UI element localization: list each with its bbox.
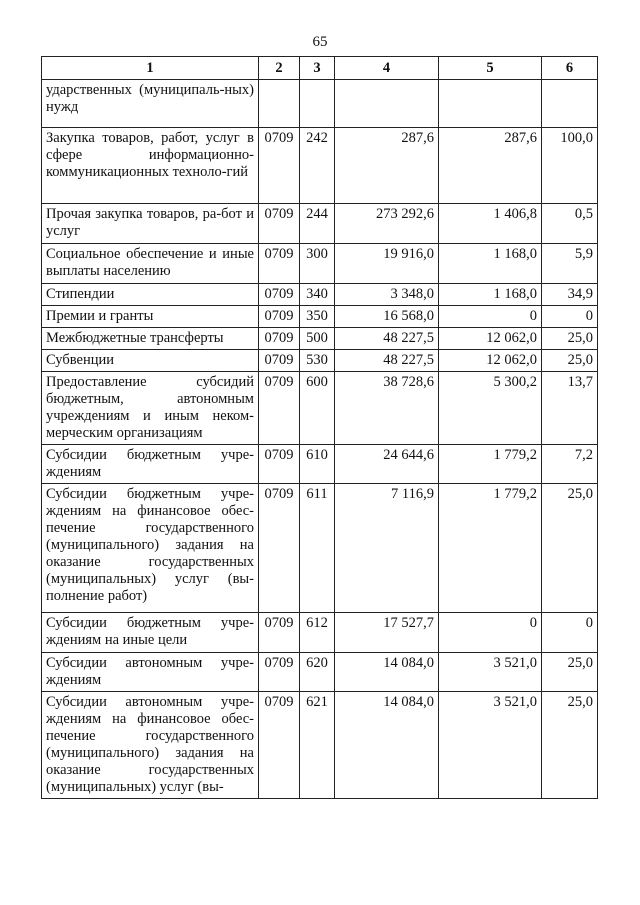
row-name: Субсидии автономным учре-ждениям на финансовое обес-печение государственного (муниципального) задания на оказание государственных (муниципальных) услуг (вы- — [42, 692, 259, 799]
section-code: 0709 — [259, 204, 300, 244]
executed-amount: 5 300,2 — [439, 372, 542, 445]
execution-percent: 0 — [542, 306, 598, 328]
row-name: Закупка товаров, работ, услуг в сфере информационно-коммуникационных техноло-гий — [42, 128, 259, 204]
section-code: 0709 — [259, 350, 300, 372]
table-row — [42, 128, 598, 204]
executed-amount: 3 521,0 — [439, 692, 542, 799]
page-number: 65 — [312, 34, 328, 50]
section-code: 0709 — [259, 328, 300, 350]
expense-type-code: 610 — [300, 445, 335, 484]
execution-percent: 25,0 — [542, 692, 598, 799]
expense-type-code: 242 — [300, 128, 335, 204]
row-name: Премии и гранты — [42, 306, 259, 328]
execution-percent: 25,0 — [542, 328, 598, 350]
column-header: 6 — [542, 57, 598, 80]
expense-type-code: 612 — [300, 613, 335, 653]
executed-amount: 287,6 — [439, 128, 542, 204]
execution-percent — [542, 80, 598, 128]
table-row — [42, 350, 598, 372]
expense-type-code: 530 — [300, 350, 335, 372]
table-row — [42, 372, 598, 445]
execution-percent: 7,2 — [542, 445, 598, 484]
table-row — [42, 613, 598, 653]
table-row — [42, 445, 598, 484]
section-code: 0709 — [259, 306, 300, 328]
row-name: Субвенции — [42, 350, 259, 372]
execution-percent: 34,9 — [542, 284, 598, 306]
expense-type-code: 611 — [300, 484, 335, 613]
table-row — [42, 328, 598, 350]
row-name: Социальное обеспечение и иные выплаты населению — [42, 244, 259, 284]
execution-percent: 100,0 — [542, 128, 598, 204]
table-row — [42, 204, 598, 244]
executed-amount: 3 521,0 — [439, 653, 542, 692]
planned-amount: 16 568,0 — [335, 306, 439, 328]
planned-amount: 7 116,9 — [335, 484, 439, 613]
section-code: 0709 — [259, 244, 300, 284]
expense-type-code: 340 — [300, 284, 335, 306]
expense-type-code: 350 — [300, 306, 335, 328]
expense-type-code: 620 — [300, 653, 335, 692]
execution-percent: 13,7 — [542, 372, 598, 445]
expense-type-code: 621 — [300, 692, 335, 799]
budget-table — [41, 56, 598, 799]
executed-amount: 1 779,2 — [439, 484, 542, 613]
row-name: Субсидии автономным учре-ждениям — [42, 653, 259, 692]
executed-amount — [439, 80, 542, 128]
expense-type-code: 500 — [300, 328, 335, 350]
execution-percent: 25,0 — [542, 350, 598, 372]
planned-amount: 3 348,0 — [335, 284, 439, 306]
planned-amount: 38 728,6 — [335, 372, 439, 445]
expense-type-code: 300 — [300, 244, 335, 284]
planned-amount: 273 292,6 — [335, 204, 439, 244]
row-name: Субсидии бюджетным учре-ждениям на финансовое обес-печение государственного (муниципального) задания на оказание государственных (муниципальных) услуг (вы-полнение работ) — [42, 484, 259, 613]
table-row — [42, 692, 598, 799]
planned-amount: 19 916,0 — [335, 244, 439, 284]
table-row — [42, 244, 598, 284]
section-code: 0709 — [259, 653, 300, 692]
executed-amount: 1 406,8 — [439, 204, 542, 244]
section-code: 0709 — [259, 284, 300, 306]
planned-amount — [335, 80, 439, 128]
executed-amount: 0 — [439, 306, 542, 328]
row-name: Стипендии — [42, 284, 259, 306]
column-header: 1 — [42, 57, 259, 80]
execution-percent: 25,0 — [542, 484, 598, 613]
planned-amount: 17 527,7 — [335, 613, 439, 653]
planned-amount: 24 644,6 — [335, 445, 439, 484]
executed-amount: 1 168,0 — [439, 244, 542, 284]
column-header: 5 — [439, 57, 542, 80]
column-header: 4 — [335, 57, 439, 80]
section-code: 0709 — [259, 484, 300, 613]
table-row — [42, 484, 598, 613]
execution-percent: 5,9 — [542, 244, 598, 284]
table-header-row — [42, 57, 598, 80]
row-name: ударственных (муниципаль-ных) нужд — [42, 80, 259, 128]
table-row — [42, 284, 598, 306]
section-code — [259, 80, 300, 128]
executed-amount: 12 062,0 — [439, 328, 542, 350]
planned-amount: 14 084,0 — [335, 692, 439, 799]
planned-amount: 14 084,0 — [335, 653, 439, 692]
execution-percent: 0 — [542, 613, 598, 653]
planned-amount: 48 227,5 — [335, 350, 439, 372]
expense-type-code — [300, 80, 335, 128]
section-code: 0709 — [259, 692, 300, 799]
execution-percent: 25,0 — [542, 653, 598, 692]
section-code: 0709 — [259, 445, 300, 484]
planned-amount: 48 227,5 — [335, 328, 439, 350]
executed-amount: 12 062,0 — [439, 350, 542, 372]
executed-amount: 1 168,0 — [439, 284, 542, 306]
row-name: Межбюджетные трансферты — [42, 328, 259, 350]
table-row — [42, 653, 598, 692]
executed-amount: 1 779,2 — [439, 445, 542, 484]
executed-amount: 0 — [439, 613, 542, 653]
section-code: 0709 — [259, 372, 300, 445]
row-name: Предоставление субсидий бюджетным, автономным учреждениям и иным неком-мерческим организациям — [42, 372, 259, 445]
row-name: Субсидии бюджетным учре-ждениям — [42, 445, 259, 484]
expense-type-code: 244 — [300, 204, 335, 244]
section-code: 0709 — [259, 128, 300, 204]
expense-type-code: 600 — [300, 372, 335, 445]
row-name: Прочая закупка товаров, ра-бот и услуг — [42, 204, 259, 244]
row-name: Субсидии бюджетным учре-ждениям на иные цели — [42, 613, 259, 653]
table-row — [42, 80, 598, 128]
planned-amount: 287,6 — [335, 128, 439, 204]
execution-percent: 0,5 — [542, 204, 598, 244]
column-header: 2 — [259, 57, 300, 80]
section-code: 0709 — [259, 613, 300, 653]
column-header: 3 — [300, 57, 335, 80]
table-row — [42, 306, 598, 328]
